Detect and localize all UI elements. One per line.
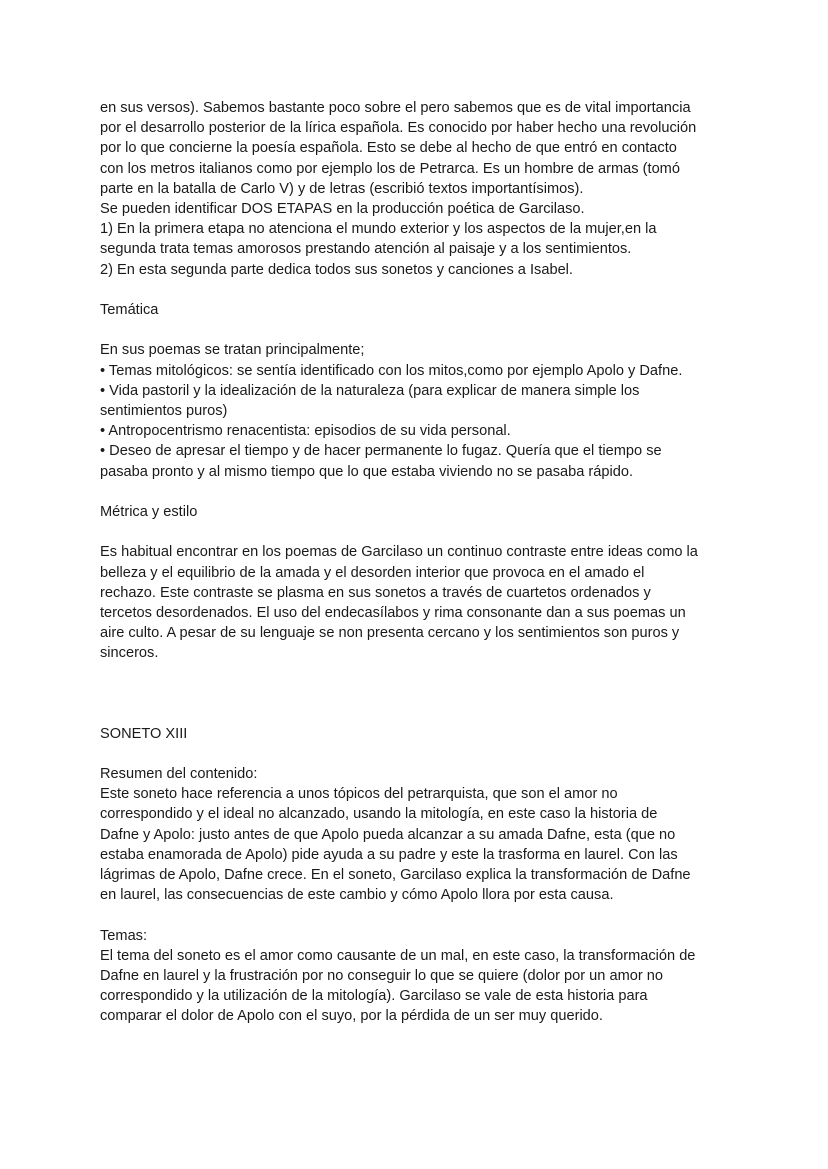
section-heading-soneto: SONETO XIII [100, 725, 188, 742]
section-heading-tematica: Temática [100, 302, 159, 319]
temas-paragraph [100, 946, 740, 1027]
spacer [100, 744, 740, 764]
document-page [100, 98, 740, 1027]
intro-paragraph [100, 98, 740, 280]
spacer [100, 664, 740, 724]
text-line: 2) En esta segunda parte dedica todos sus sonetos y canciones a Isabel. [100, 261, 573, 278]
text-line: pasaba pronto y al mismo tiempo que lo que estaba viviendo no se pasaba rápido. [100, 463, 634, 480]
text-line: El tema del soneto es el amor como causante de un mal, en este caso, la transformación de [100, 947, 696, 964]
text-line: rechazo. Este contraste se plasma en sus sonetos a través de cuartetos ordenados y [100, 584, 651, 601]
text-line: comparar el dolor de Apolo con el suyo, por la pérdida de un ser muy querido. [100, 1008, 603, 1025]
text-line: lágrimas de Apolo, Dafne crece. En el soneto, Garcilaso explica la transformación de Dafne [100, 867, 691, 884]
spacer [100, 280, 740, 300]
list-item: • Deseo de apresar el tiempo y de hacer permanente lo fugaz. Quería que el tiempo se [100, 443, 662, 460]
text-line: por lo que concierne la poesía española. Esto se debe al hecho de que entró en contacto [100, 140, 677, 157]
text-line: Se pueden identificar DOS ETAPAS en la producción poética de Garcilaso. [100, 201, 585, 218]
list-item: • Vida pastoril y la idealización de la naturaleza (para explicar de manera simple los [100, 382, 640, 399]
temas-label: Temas: [100, 927, 148, 944]
spacer [100, 522, 740, 542]
resumen-label: Resumen del contenido: [100, 766, 258, 783]
text-line: con los metros italianos como por ejemplo los de Petrarca. Es un hombre de armas (tomó [100, 160, 680, 177]
tematica-list [100, 340, 740, 481]
resumen-paragraph [100, 784, 740, 905]
text-line: sentimientos puros) [100, 403, 228, 420]
spacer [100, 482, 740, 502]
list-item: • Antropocentrismo renacentista: episodios de su vida personal. [100, 423, 511, 440]
text-line: en laurel, las consecuencias de este cambio y cómo Apolo llora por esta causa. [100, 887, 614, 904]
metrica-paragraph [100, 542, 740, 663]
spacer [100, 320, 740, 340]
text-line: en sus versos). Sabemos bastante poco sobre el pero sabemos que es de vital importancia [100, 100, 691, 116]
text-line: belleza y el equilibrio de la amada y el desorden interior que provoca en el amado el [100, 564, 645, 581]
text-line: Dafne en laurel y la frustración por no conseguir lo que se quiere (dolor por un amor no [100, 968, 663, 985]
spacer [100, 905, 740, 925]
text-line: por el desarrollo posterior de la lírica española. Es conocido por haber hecho una revolución [100, 120, 697, 137]
text-line: aire culto. A pesar de su lenguaje se non presenta cercano y los sentimientos son puros y [100, 625, 680, 642]
text-line: Es habitual encontrar en los poemas de Garcilaso un continuo contraste entre ideas como la [100, 544, 698, 561]
text-line: Dafne y Apolo: justo antes de que Apolo pueda alcanzar a su amada Dafne, esta (que no [100, 826, 676, 843]
text-line: Este soneto hace referencia a unos tópicos del petrarquista, que son el amor no [100, 786, 618, 803]
text-line: segunda trata temas amorosos prestando atención al paisaje y a los sentimientos. [100, 241, 632, 258]
text-line: 1) En la primera etapa no atenciona el mundo exterior y los aspectos de la mujer,en la [100, 221, 657, 238]
text-line: En sus poemas se tratan principalmente; [100, 342, 365, 359]
section-heading-metrica: Métrica y estilo [100, 504, 198, 521]
text-line: tercetos desordenados. El uso del endecasílabos y rima consonante dan a sus poemas un [100, 605, 686, 622]
text-line: sinceros. [100, 645, 159, 662]
text-line: estaba enamorada de Apolo) pide ayuda a su padre y este la trasforma en laurel. Con las [100, 846, 678, 863]
text-line: correspondido y el ideal no alcanzado, usando la mitología, en este caso la historia de [100, 806, 658, 823]
list-item: • Temas mitológicos: se sentía identificado con los mitos,como por ejemplo Apolo y Dafne. [100, 362, 683, 379]
text-line: parte en la batalla de Carlo V) y de letras (escribió textos importantísimos). [100, 180, 584, 197]
text-line: correspondido y la utilización de la mitología). Garcilaso se vale de esta historia para [100, 988, 648, 1005]
